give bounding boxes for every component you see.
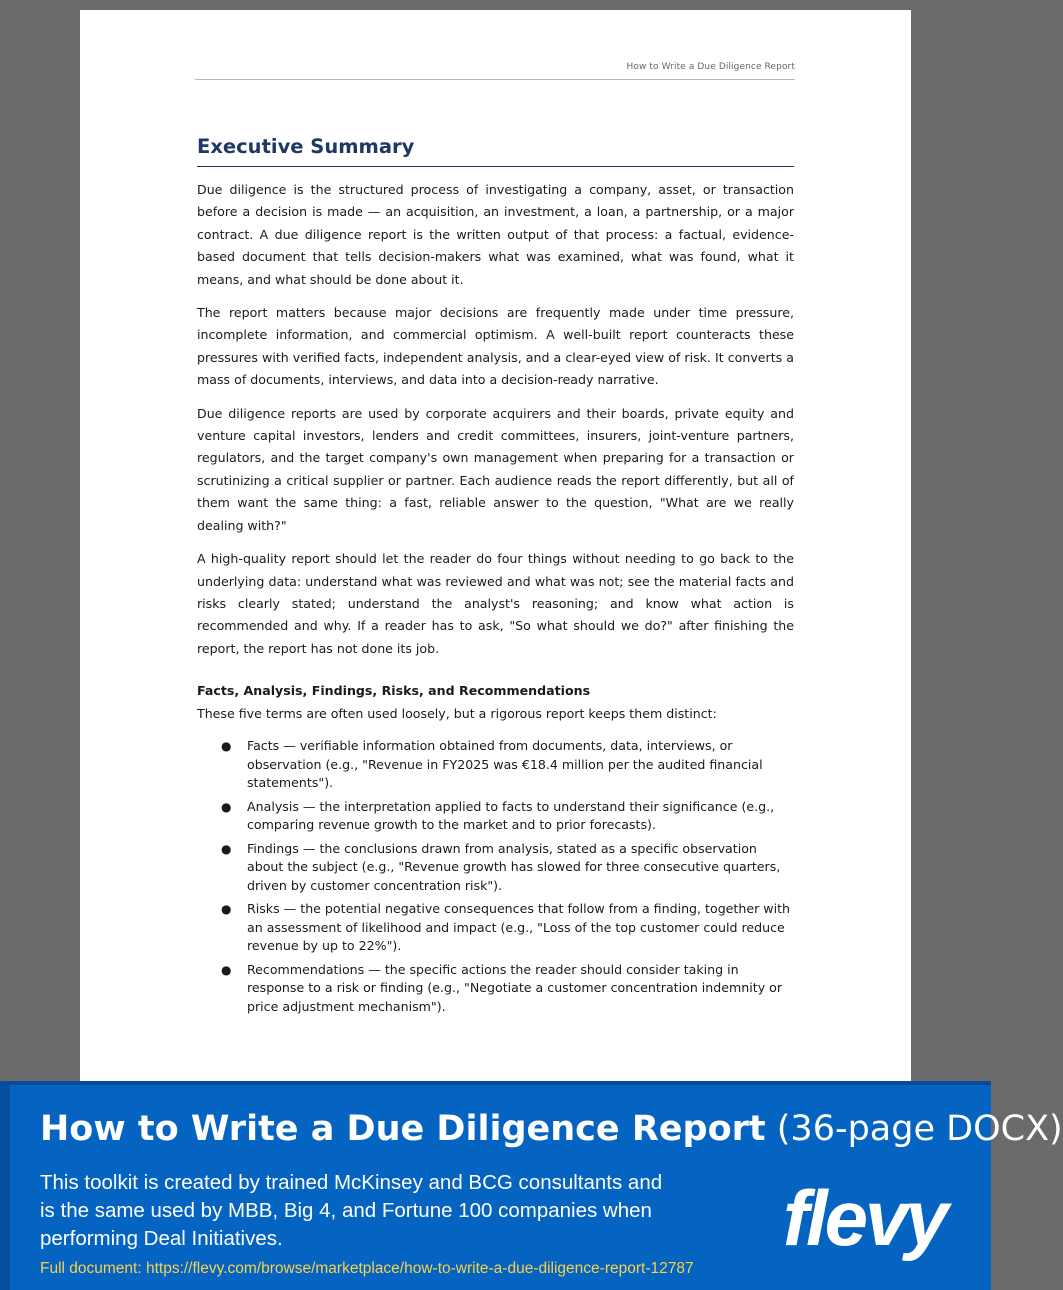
list-item bbox=[197, 737, 794, 793]
bullet-text: Recommendations — the specific actions the reader should consider taking in response to a risk or finding (e.g., "Negotiate a customer concentration indemnity or price adjustment mechanism"). bbox=[247, 961, 783, 1014]
bullet-icon: ● bbox=[221, 799, 232, 814]
promo-banner bbox=[0, 1081, 1063, 1290]
list-item bbox=[197, 798, 794, 835]
document-link[interactable]: Full document: https://flevy.com/browse/marketplace/how-to-write-a-due-diligence-report-12787 bbox=[40, 1260, 694, 1277]
bullet-text: Findings — the conclusions drawn from analysis, stated as a specific observation about the subject (e.g., "Revenue growth has slowed for three consecutive quarters, driven by customer concentration risk"). bbox=[247, 840, 781, 893]
banner-edge bbox=[0, 1085, 10, 1290]
banner-title-format: (36-page DOCX) bbox=[776, 1109, 1063, 1149]
bullet-text: Risks — the potential negative consequences that follow from a finding, together with an assessment of likelihood and impact (e.g., "Loss of the top customer could reduce revenue by up to 22%"). bbox=[247, 901, 791, 954]
banner-description: This toolkit is created by trained McKinsey and BCG consultants and is the same used by MBB, Big 4, and Fortune 100 companies when performing Deal Initiatives. bbox=[40, 1171, 663, 1250]
list-item bbox=[197, 840, 794, 896]
bullet-icon: ● bbox=[221, 902, 232, 917]
document-content bbox=[197, 135, 794, 1021]
section-title: Executive Summary bbox=[197, 135, 794, 167]
subheading: Facts, Analysis, Findings, Risks, and Recommendations bbox=[197, 683, 591, 699]
paragraph: The report matters because major decisions are frequently made under time pressure, incomplete information, and commercial optimism. A well-built report counteracts these pressures with verified facts, independent analysis, and a clear-eyed view of risk. It converts a mass of documents, interviews, and data into a decision-ready narrative. bbox=[197, 305, 794, 388]
paragraph: A high-quality report should let the reader do four things without needing to go back to the underlying data: understand what was reviewed and what was not; see the material facts and risks clearly stated; understand the analyst's reasoning; and know what action is recommended and why. If a reader has to ask, "So what should we do?" after finishing the report, the report has not done its job. bbox=[197, 551, 794, 656]
running-header: How to Write a Due Diligence Report bbox=[626, 62, 795, 72]
bullet-text: Facts — verifiable information obtained from documents, data, interviews, or observation (e.g., "Revenue in FY2025 was €18.4 million per the audited financial statements"). bbox=[247, 738, 763, 791]
bullet-text: Analysis — the interpretation applied to facts to understand their significance (e.g., comparing revenue growth to the market and to prior forecasts). bbox=[247, 798, 775, 833]
flevy-logo: flevy bbox=[783, 1174, 946, 1262]
banner-title-main: How to Write a Due Diligence Report bbox=[40, 1109, 766, 1149]
paragraph: Due diligence reports are used by corporate acquirers and their boards, private equity and venture capital investors, lenders and credit committees, insurers, joint-venture partners, regulators, and the target company's own management when preparing for a transaction or scrutinizing a critical supplier or partner. Each audience reads the report differently, but all of them want the same thing: a fast, reliable answer to the question, "What are we really dealing with?" bbox=[197, 405, 794, 533]
intro-text: These five terms are often used loosely, but a rigorous report keeps them distinct: bbox=[197, 706, 717, 722]
bullet-list bbox=[197, 737, 794, 1016]
bullet-icon: ● bbox=[221, 841, 232, 856]
banner-title bbox=[40, 1109, 1063, 1149]
bullet-icon: ● bbox=[221, 739, 232, 754]
paragraph: Due diligence is the structured process of investigating a company, asset, or transaction before a decision is made — an acquisition, an investment, a loan, a partnership, or a major contract. A due diligence report is the written output of that process: a factual, evidence-based document that tells decision-makers what was examined, what was found, what it means, and what should be done about it. bbox=[197, 182, 794, 287]
bullet-icon: ● bbox=[221, 962, 232, 977]
header-rule bbox=[195, 79, 795, 80]
list-item bbox=[197, 961, 794, 1017]
document-page bbox=[80, 10, 911, 1085]
list-item bbox=[197, 900, 794, 956]
